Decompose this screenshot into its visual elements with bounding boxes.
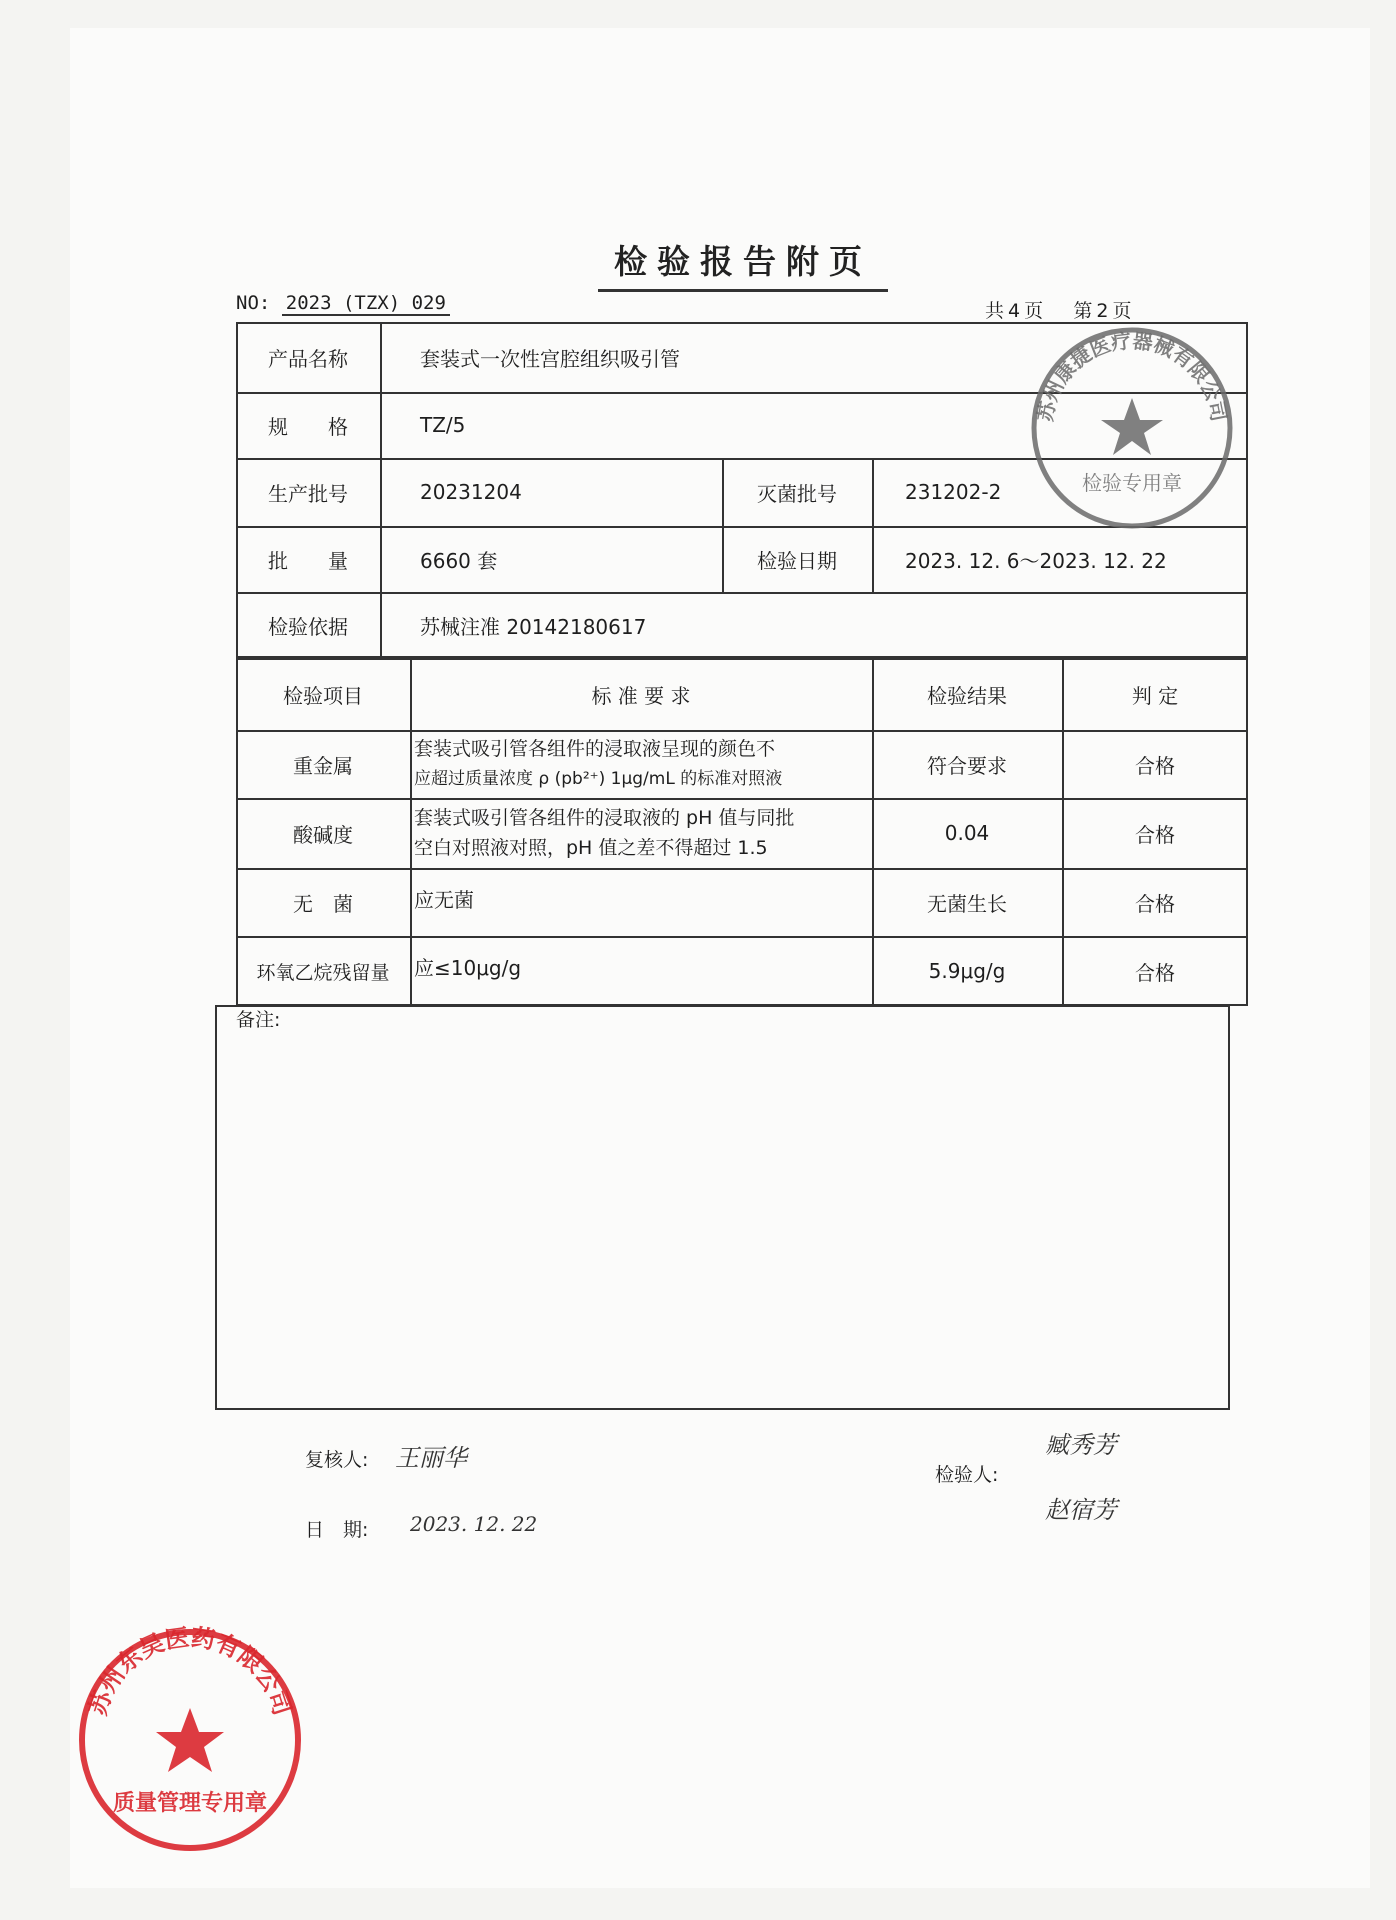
row-requirement: 应≤10μg/g — [414, 955, 522, 980]
header-item: 检验项目 — [283, 683, 363, 708]
row-verdict: 合格 — [1135, 891, 1175, 916]
spec-label: 规 格 — [268, 414, 348, 439]
row-item: 酸碱度 — [293, 822, 353, 847]
reviewer-label: 复核人: — [305, 1449, 369, 1471]
inspection-seal-stamp — [1022, 318, 1242, 538]
header-result: 检验结果 — [927, 683, 1007, 708]
seal-arc-text: 苏州康捷医疗器械有限公司 — [1032, 328, 1232, 424]
row-result: 0.04 — [944, 821, 990, 845]
row-verdict: 合格 — [1135, 822, 1175, 847]
row-verdict: 合格 — [1135, 960, 1175, 985]
row-requirement: 套装式吸引管各组件的浸取液的 pH 值与同批 空白对照液对照，pH 值之差不得超过 1.5 — [414, 807, 795, 859]
row-result: 5.9μg/g — [928, 959, 1006, 983]
remarks-box — [215, 1005, 1230, 1410]
row-requirement: 套装式吸引管各组件的浸取液呈现的颜色不 应超过质量浓度 ρ (pb²⁺) 1μg/mL 的标准对照液 — [414, 738, 783, 789]
product-name-value: 套装式一次性宫腔组织吸引管 — [420, 346, 680, 371]
page-title: 检验报告附页 — [598, 236, 888, 292]
inspector-signature: 赵宿芳 — [1045, 1496, 1117, 1524]
quantity-label: 批 量 — [268, 548, 348, 573]
remarks-label: 备注: — [236, 1009, 281, 1031]
sterilization-batch-value: 231202-2 — [905, 480, 1002, 504]
date-signature: 2023. 12. 22 — [410, 1512, 538, 1536]
batch-no-label: 生产批号 — [268, 481, 348, 506]
basis-label: 检验依据 — [268, 614, 348, 639]
date-label: 日 期: — [305, 1519, 369, 1541]
row-item: 无 菌 — [293, 891, 353, 916]
row-item: 环氧乙烷残留量 — [256, 961, 390, 984]
sterilization-batch-label: 灭菌批号 — [757, 481, 837, 506]
seal-arc-text: 苏州东吴医药有限公司 — [83, 1623, 297, 1719]
page-count: 共 4 页 第 2 页 — [985, 300, 1132, 322]
row-result: 无菌生长 — [927, 891, 1007, 916]
inspector-label: 检验人: — [935, 1464, 999, 1486]
row-verdict: 合格 — [1135, 753, 1175, 778]
inspection-date-value: 2023. 12. 6～2023. 12. 22 — [905, 548, 1167, 573]
row-item: 重金属 — [293, 753, 353, 778]
basis-value: 苏械注准 20142180617 — [420, 614, 647, 639]
quality-management-seal-stamp — [70, 1620, 310, 1860]
row-result: 符合要求 — [927, 753, 1007, 778]
inspector-signature: 臧秀芳 — [1045, 1431, 1117, 1459]
header-verdict: 判 定 — [1131, 683, 1179, 708]
header-requirement: 标 准 要 求 — [591, 683, 691, 708]
quantity-value: 6660 套 — [420, 548, 498, 573]
row-requirement: 应无菌 — [414, 887, 474, 912]
batch-no-value: 20231204 — [420, 480, 522, 504]
report-number: NO: 2023 (TZX) 029 — [236, 292, 450, 314]
product-name-label: 产品名称 — [268, 346, 348, 371]
reviewer-signature: 王丽华 — [395, 1444, 467, 1472]
inspection-date-label: 检验日期 — [757, 548, 837, 573]
seal-bottom-text: 检验专用章 — [1082, 471, 1182, 495]
seal-bottom-text: 质量管理专用章 — [112, 1791, 268, 1816]
spec-value: TZ/5 — [420, 413, 466, 437]
svg-text:苏州东吴医药有限公司 — [84, 1623, 297, 1718]
